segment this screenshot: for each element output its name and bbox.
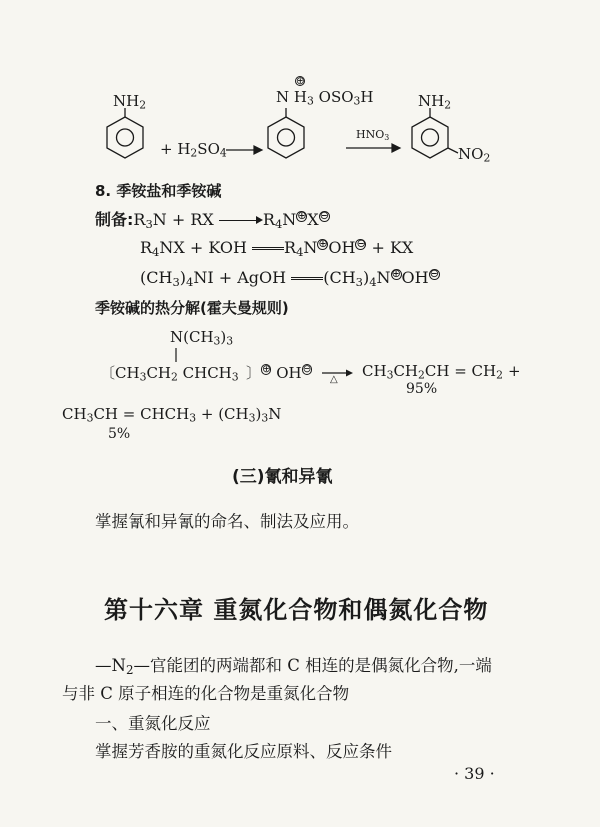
hofmann-n-ch3-3: N(CH3)3 <box>170 328 234 348</box>
hofmann-reactant: 〔CH3CH2 CHCH3 <box>100 364 239 384</box>
heat-symbol: △ <box>330 374 338 385</box>
hofmann-product-2: CH3CH = CHCH3 + (CH3)3N <box>62 405 282 425</box>
product-no2: NO2 <box>458 145 491 165</box>
reagent-hno3: HNO3 <box>356 128 390 142</box>
section-3-title: (三)氰和异氰 <box>232 467 333 487</box>
hofmann-product-1: CH3CH2CH = CH2 <box>362 362 503 382</box>
yield-95: 95% <box>406 381 438 397</box>
anilinium-sulfate-label: N ⊕ H3 OSO3H <box>276 75 374 108</box>
chapter-16-para-1-line-1: —N2—官能团的两端都和 C 相连的是偶氮化合物,一端 <box>95 656 492 677</box>
subsection-diazotization: 一、重氮化反应 <box>95 714 211 733</box>
hofmann-bracket-close: 〕⊕ OH⊖ <box>246 363 312 382</box>
chapter-16-para-1-line-2: 与非 C 原子相连的化合物是重氮化合物 <box>62 684 350 703</box>
prep-equation-3: (CH3)4NI + AgOH (CH3)4N⊕OH⊖ <box>140 266 439 289</box>
hofmann-bond <box>0 0 600 400</box>
product-nh2: NH2 <box>418 92 452 112</box>
section-3-text: 掌握氰和异氰的命名、制法及应用。 <box>95 512 359 531</box>
subsection-diazotization-text: 掌握芳香胺的重氮化反应原料、反应条件 <box>95 742 392 761</box>
plus-sign: + <box>508 362 521 380</box>
prep-equation-2: R4NX + KOH R4N⊕OH⊖ + KX <box>140 236 414 259</box>
section-8-title: 8. 季铵盐和季铵碱 <box>95 182 222 200</box>
prep-equation-1: 制备:R3N + RX R4N⊕X⊖ <box>95 208 329 231</box>
chapter-16-title: 第十六章 重氮化合物和偶氮化合物 <box>104 596 489 624</box>
plus-h2so4: + H2SO4 <box>160 140 227 160</box>
yield-5: 5% <box>108 426 131 442</box>
hofmann-title: 季铵碱的热分解(霍夫曼规则) <box>95 299 289 317</box>
aniline-nh2: NH2 <box>113 92 147 112</box>
page-number: · 39 · <box>454 764 495 783</box>
